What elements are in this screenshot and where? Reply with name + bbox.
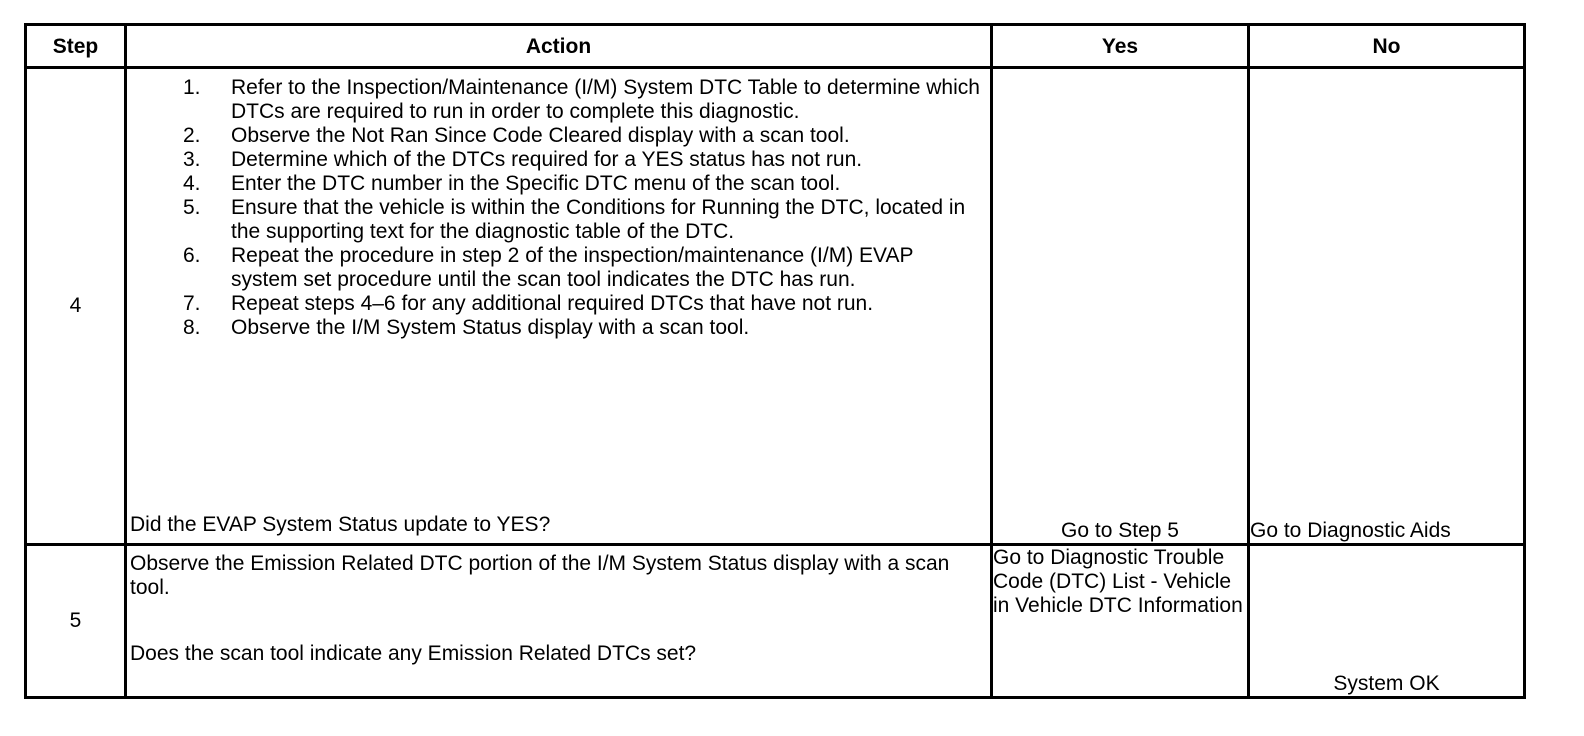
header-row	[26, 25, 1525, 68]
list-item-number: 6.	[183, 244, 201, 267]
header-step: Step	[26, 25, 126, 68]
list-item	[183, 292, 984, 316]
action-cell	[126, 68, 992, 545]
list-item-text: Observe the I/M System Status display with a scan tool.	[231, 316, 750, 339]
header-no: No	[1249, 25, 1525, 68]
list-item	[183, 148, 984, 172]
table-row	[26, 545, 1525, 698]
procedure-list	[183, 76, 984, 340]
list-item-text: Ensure that the vehicle is within the Conditions for Running the DTC, located in the supporting text for the diagnostic table of the DTC.	[231, 196, 966, 243]
list-item-text: Refer to the Inspection/Maintenance (I/M) System DTC Table to determine which DTCs are required to run in order to complete this diagnostic.	[231, 76, 980, 123]
list-item	[183, 76, 984, 124]
list-item-text: Repeat the procedure in step 2 of the inspection/maintenance (I/M) EVAP system set procedure until the scan tool indicates the DTC has run.	[231, 244, 914, 291]
list-item-text: Enter the DTC number in the Specific DTC menu of the scan tool.	[231, 172, 841, 195]
table-row	[26, 68, 1525, 545]
list-item-number: 8.	[183, 316, 201, 339]
no-result: Go to Diagnostic Aids	[1249, 68, 1525, 545]
step-question: Did the EVAP System Status update to YES?	[130, 513, 551, 536]
list-item-number: 3.	[183, 148, 201, 171]
list-item-number: 4.	[183, 172, 201, 195]
no-result: System OK	[1249, 545, 1525, 698]
list-item-number: 2.	[183, 124, 201, 147]
list-item-number: 1.	[183, 76, 201, 99]
step-question: Does the scan tool indicate any Emission Related DTCs set?	[130, 642, 697, 665]
step-number: 5	[26, 545, 126, 698]
header-yes: Yes	[992, 25, 1249, 68]
step-number: 4	[26, 68, 126, 545]
yes-result: Go to Step 5	[992, 68, 1249, 545]
list-item	[183, 124, 984, 148]
list-item	[183, 244, 984, 292]
list-item	[183, 172, 984, 196]
action-cell	[126, 545, 992, 698]
list-item-text: Observe the Not Ran Since Code Cleared display with a scan tool.	[231, 124, 850, 147]
diagnostic-table	[24, 23, 1526, 699]
list-item-text: Repeat steps 4–6 for any additional required DTCs that have not run.	[231, 292, 874, 315]
header-action: Action	[126, 25, 992, 68]
list-item-text: Determine which of the DTCs required for a YES status has not run.	[231, 148, 863, 171]
list-item-number: 7.	[183, 292, 201, 315]
list-item	[183, 316, 984, 340]
step-instruction: Observe the Emission Related DTC portion of the I/M System Status display with a scan tool.	[130, 552, 950, 599]
list-item	[183, 196, 984, 244]
yes-result: Go to Diagnostic Trouble Code (DTC) List - Vehicle in Vehicle DTC Information	[992, 545, 1249, 698]
list-item-number: 5.	[183, 196, 201, 219]
